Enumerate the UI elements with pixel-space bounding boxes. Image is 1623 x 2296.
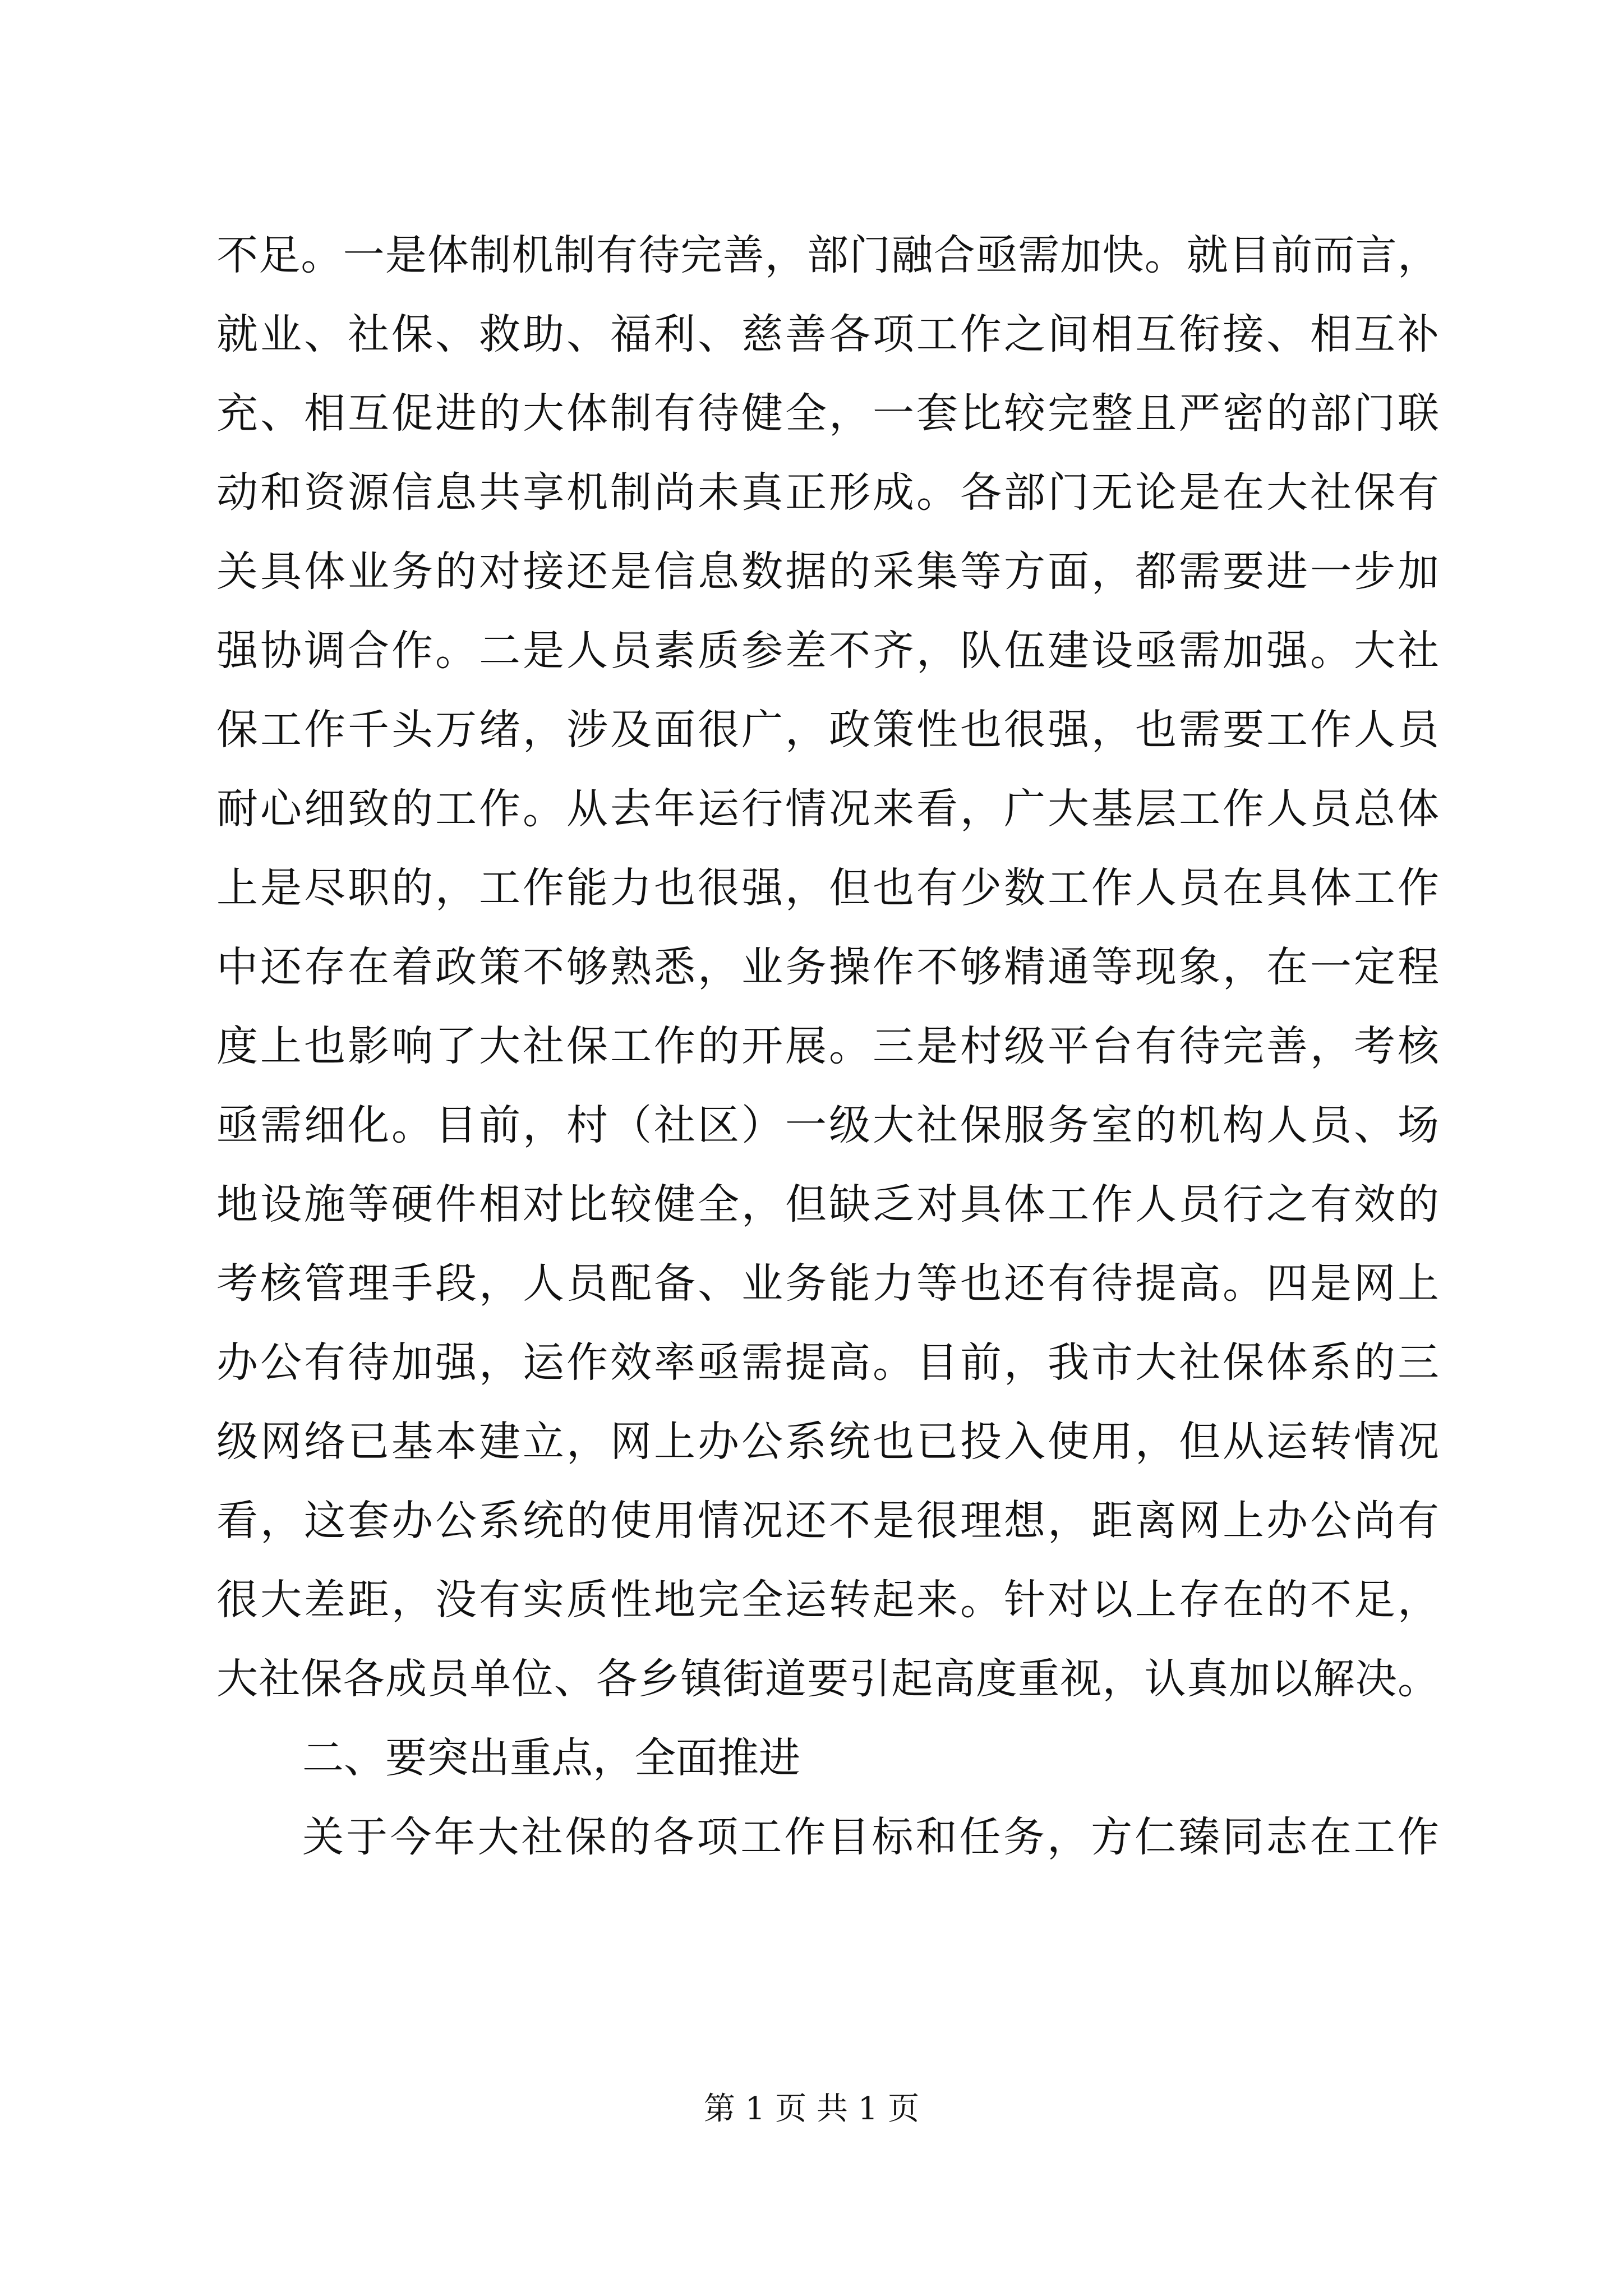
paragraph-line: 就业、社保、救助、福利、慈善各项工作之间相互衔接、相互补 [216, 310, 1439, 358]
paragraph-line: 看，这套办公系统的使用情况还不是很理想，距离网上办公尚有 [216, 1497, 1439, 1545]
paragraph-line: 关于今年大社保的各项工作目标和任务，方仁臻同志在工作 [302, 1813, 1439, 1861]
paragraph-line: 充、相互促进的大体制有待健全，一套比较完整且严密的部门联 [216, 389, 1439, 438]
paragraph-line: 亟需细化。目前，村（社区）一级大社保服务室的机构人员、场 [216, 1101, 1439, 1149]
paragraph-line: 耐心细致的工作。从去年运行情况来看，广大基层工作人员总体 [216, 785, 1439, 833]
paragraph-line: 地设施等硬件相对比较健全，但缺乏对具体工作人员行之有效的 [216, 1180, 1439, 1228]
paragraph-line: 度上也影响了大社保工作的开展。三是村级平台有待完善，考核 [216, 1022, 1439, 1070]
paragraph-line: 上是尽职的，工作能力也很强，但也有少数工作人员在具体工作 [216, 864, 1439, 912]
paragraph-line: 不足。一是体制机制有待完善，部门融合亟需加快。就目前而言， [216, 231, 1439, 279]
page-footer: 第 1 页 共 1 页 [703, 2091, 920, 2127]
paragraph-line: 考核管理手段，人员配备、业务能力等也还有待提高。四是网上 [216, 1259, 1439, 1308]
paragraph-line: 级网络已基本建立，网上办公系统也已投入使用，但从运转情况 [216, 1418, 1439, 1466]
paragraph-line: 关具体业务的对接还是信息数据的采集等方面，都需要进一步加 [216, 547, 1439, 596]
paragraph-line: 动和资源信息共享机制尚未真正形成。各部门无论是在大社保有 [216, 468, 1439, 517]
paragraph-line: 保工作千头万绪，涉及面很广，政策性也很强，也需要工作人员 [216, 706, 1439, 754]
section-heading: 二、要突出重点，全面推进 [302, 1734, 800, 1782]
paragraph-line: 强协调合作。二是人员素质参差不齐，队伍建设亟需加强。大社 [216, 627, 1439, 675]
paragraph-line: 大社保各成员单位、各乡镇街道要引起高度重视，认真加以解决。 [216, 1655, 1439, 1703]
paragraph-line: 办公有待加强，运作效率亟需提高。目前，我市大社保体系的三 [216, 1338, 1439, 1387]
document-body [216, 216, 1439, 1877]
paragraph-line: 中还存在着政策不够熟悉，业务操作不够精通等现象，在一定程 [216, 943, 1439, 991]
paragraph-line: 很大差距，没有实质性地完全运转起来。针对以上存在的不足， [216, 1576, 1439, 1624]
